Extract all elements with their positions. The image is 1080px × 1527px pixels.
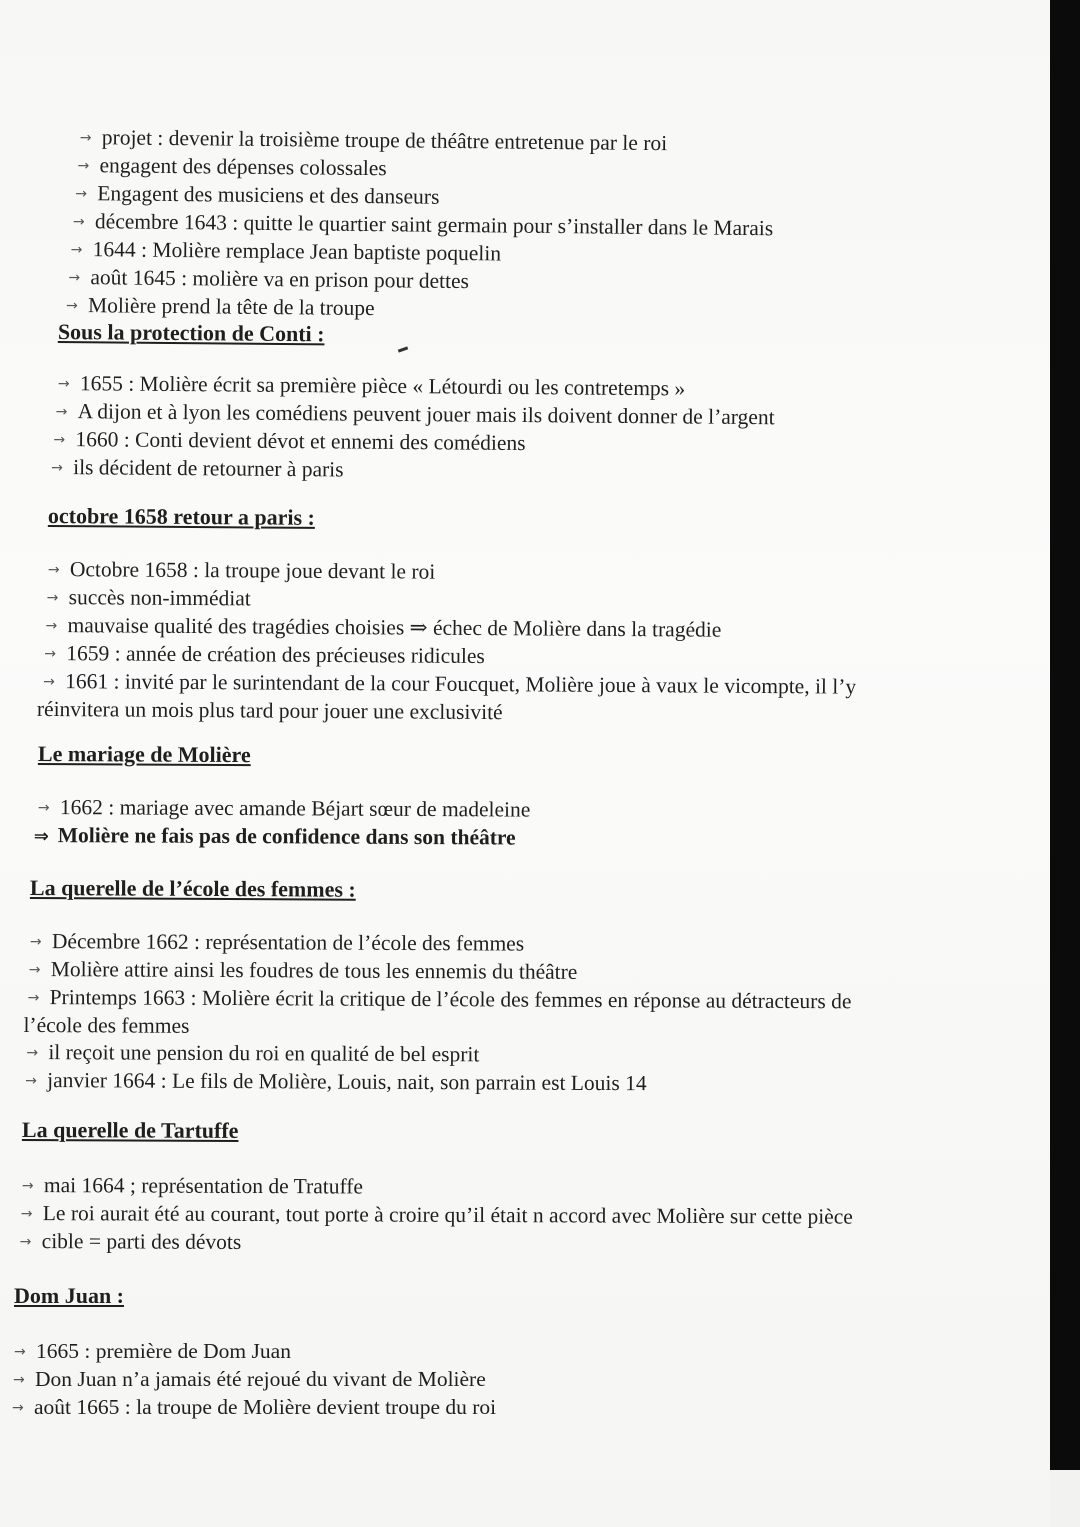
implies-icon: ⇒ xyxy=(33,825,49,848)
list-item-continuation: réinvitera un mois plus tard pour jouer une exclusivité xyxy=(36,696,503,725)
list-item: → Molière attire ainsi les foudres de tous les ennemis du théâtre xyxy=(28,957,578,984)
list-item: → projet : devenir la troisième troupe de théâtre entretenue par le roi xyxy=(79,125,668,156)
arrow-icon: → xyxy=(25,1072,37,1090)
mariage-list xyxy=(33,794,531,853)
paris-list-wrap xyxy=(36,556,857,729)
paris-section xyxy=(48,502,315,532)
list-item: → mai 1664 ; représentation de Tratuffe xyxy=(21,1173,364,1199)
list-item: → Molière prend la tête de la troupe xyxy=(66,293,375,321)
arrow-icon: → xyxy=(72,213,85,231)
domjuan-list-wrap xyxy=(14,1338,496,1422)
ecole-list xyxy=(23,928,852,1099)
arrow-icon: → xyxy=(55,403,68,421)
conti-section xyxy=(58,318,325,348)
arrow-icon: → xyxy=(26,1044,39,1062)
list-item: → succès non-immédiat xyxy=(46,585,251,611)
arrow-icon: → xyxy=(66,297,78,315)
arrow-icon: → xyxy=(43,673,55,691)
list-item: → cible = parti des dévots xyxy=(20,1228,853,1260)
list-item: → A dijon et à lyon les comédiens peuvent jouer mais ils doivent donner de l’argent xyxy=(55,399,775,430)
list-item: → 1661 : invité par le surintendant de la cour Foucquet, Molière joue à vaux le vicompte, il l’y xyxy=(43,669,857,699)
list-item: → Octobre 1658 : la troupe joue devant le roi xyxy=(47,557,436,584)
arrow-icon: → xyxy=(70,241,83,259)
list-item-continuation: l’école des femmes xyxy=(23,1012,190,1038)
intro-section xyxy=(66,124,774,327)
list-item: → Décembre 1662 : représentation de l’école des femmes xyxy=(29,929,525,956)
intro-list xyxy=(66,124,774,327)
domjuan-list xyxy=(14,1338,496,1422)
list-item: → Engagent des musiciens et des danseurs xyxy=(75,181,440,209)
list-item: → août 1665 : la troupe de Molière devient troupe du roi xyxy=(12,1394,496,1422)
arrow-icon: → xyxy=(75,185,88,203)
conti-list xyxy=(51,370,775,488)
section-heading: octobre 1658 retour a paris : xyxy=(47,502,316,530)
tartuffe-list-wrap xyxy=(19,1172,853,1260)
tartuffe-list xyxy=(19,1172,853,1260)
domjuan-section xyxy=(14,1282,124,1310)
list-item: → Le roi aurait été au courant, tout porte à croire qu’il était n accord avec Molière sur cette pièce xyxy=(20,1201,853,1229)
list-item: → engagent des dépenses colossales xyxy=(77,153,387,181)
arrow-icon: → xyxy=(37,799,50,817)
paris-list xyxy=(36,556,857,729)
arrow-icon: → xyxy=(44,645,57,663)
arrow-icon: → xyxy=(19,1233,32,1251)
page-edge-shadow xyxy=(1050,0,1080,1470)
section-heading: La querelle de Tartuffe xyxy=(21,1117,239,1143)
list-item: → 1659 : année de création des précieuses ridicules xyxy=(44,641,485,669)
arrow-icon: → xyxy=(13,1372,25,1388)
arrow-icon: → xyxy=(27,989,40,1007)
list-item: → 1644 : Molière remplace Jean baptiste poquelin xyxy=(70,237,502,266)
arrow-icon: → xyxy=(57,375,70,393)
section-heading: La querelle de l’école des femmes : xyxy=(29,875,356,902)
arrow-icon: → xyxy=(20,1205,33,1223)
arrow-icon: → xyxy=(12,1400,24,1416)
tartuffe-section xyxy=(22,1116,239,1145)
arrow-icon: → xyxy=(14,1344,26,1360)
arrow-icon: → xyxy=(53,431,66,449)
list-item: → 1655 : Molière écrit sa première pièce « Létourdi ou les contretemps » xyxy=(57,371,686,401)
list-item: → août 1645 : molière va en prison pour dettes xyxy=(68,265,470,294)
section-heading: Dom Juan : xyxy=(14,1283,125,1308)
ecole-section xyxy=(30,874,356,904)
arrow-icon: → xyxy=(47,561,60,579)
list-item: → janvier 1664 : Le fils de Molière, Louis, nait, son parrain est Louis 14 xyxy=(25,1068,647,1096)
arrow-icon: → xyxy=(45,617,58,635)
list-item: → 1665 : première de Dom Juan xyxy=(14,1338,496,1366)
list-item: → 1662 : mariage avec amande Béjart sœur de madeleine xyxy=(37,795,531,822)
conclusion-item: ⇒ Molière ne fais pas de confidence dans son théâtre xyxy=(33,823,516,850)
list-item: → Printemps 1663 : Molière écrit la critique de l’école des femmes en réponse au détracteurs de xyxy=(27,985,852,1014)
section-heading: Le mariage de Molière xyxy=(37,741,251,768)
mariage-list-wrap xyxy=(33,794,531,853)
arrow-icon: → xyxy=(46,589,59,607)
list-item: → ils décident de retourner à paris xyxy=(51,455,344,482)
list-item: → décembre 1643 : quitte le quartier saint germain pour s’installer dans le Marais xyxy=(72,209,774,241)
arrow-icon: → xyxy=(21,1178,34,1195)
list-item: → il reçoit une pension du roi en qualité de bel esprit xyxy=(26,1040,480,1067)
list-item: → Don Juan n’a jamais été rejoué du vivant de Molière xyxy=(13,1366,496,1394)
arrow-icon: → xyxy=(51,459,63,477)
arrow-icon: → xyxy=(29,933,42,951)
arrow-icon: → xyxy=(79,130,92,147)
ecole-list-wrap xyxy=(23,928,852,1099)
conti-list-wrap xyxy=(51,370,775,488)
arrow-icon: → xyxy=(77,158,90,175)
arrow-icon: → xyxy=(28,961,41,979)
list-item: → mauvaise qualité des tragédies choisies ⇒ échec de Molière dans la tragédie xyxy=(45,613,722,642)
section-heading: Sous la protection de Conti : xyxy=(57,318,325,347)
list-item: → 1660 : Conti devient dévot et ennemi des comédiens xyxy=(53,427,526,456)
page-edge-bottom xyxy=(1050,1470,1080,1527)
arrow-icon: → xyxy=(68,269,81,287)
mariage-section xyxy=(38,740,251,769)
